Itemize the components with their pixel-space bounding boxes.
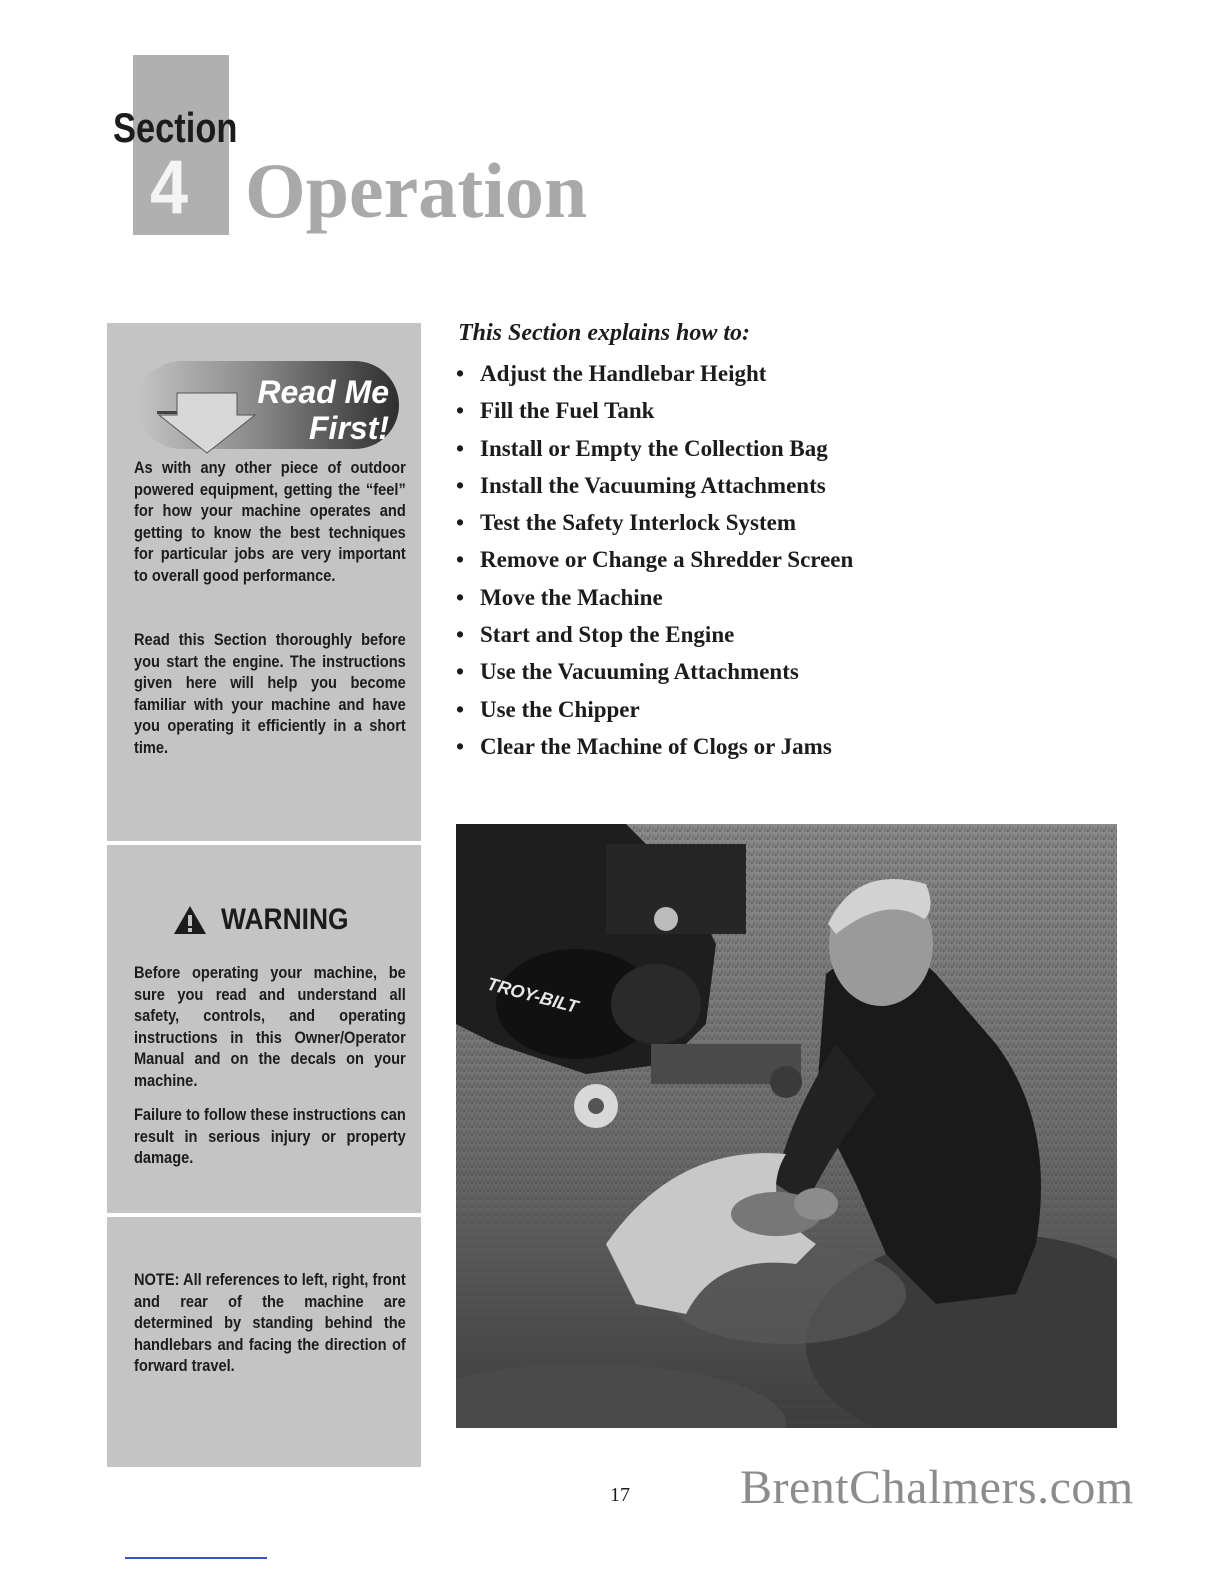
list-item: • Clear the Machine of Clogs or Jams <box>456 733 832 759</box>
note-panel <box>107 1217 421 1467</box>
section-label: Section <box>113 104 238 151</box>
warning-icon <box>173 905 207 935</box>
task-list <box>456 355 853 765</box>
list-item: • Move the Machine <box>456 584 663 610</box>
warning-paragraph-1: Before operating your machine, be sure you read and understand all safety, controls, and operating instructions in this Owner/Operator Manual and on the decals on your machine. <box>134 963 406 1090</box>
operator-photo <box>456 824 1117 1428</box>
list-item: • Use the Chipper <box>456 696 640 722</box>
watermark: BrentChalmers.com <box>740 1461 1134 1514</box>
list-item: • Start and Stop the Engine <box>456 622 735 648</box>
list-item: • Use the Vacuuming Attachments <box>456 659 799 685</box>
read-me-first-badge <box>137 353 399 457</box>
list-item: • Install or Empty the Collection Bag <box>456 435 828 461</box>
read-me-first-panel <box>107 323 421 841</box>
footer-link-underline <box>125 1557 267 1559</box>
warning-panel <box>107 845 421 1213</box>
warning-heading-row <box>173 903 366 937</box>
operator-photo-image <box>456 824 1117 1428</box>
warning-heading: WARNING <box>221 903 349 936</box>
note-text: NOTE: All references to left, right, front and rear of the machine are determined by standing behind the handlebars and facing the direction of forward travel. <box>134 1270 406 1376</box>
badge-line2: First! <box>309 410 389 446</box>
page-number: 17 <box>610 1484 630 1506</box>
warning-paragraph-2: Failure to follow these instructions can result in serious injury or property damage. <box>134 1105 406 1168</box>
section-intro: This Section explains how to: <box>458 320 751 346</box>
badge-line1: Read Me <box>257 374 389 410</box>
section-number: 4 <box>150 145 189 230</box>
brand-logo: TROY-BILT <box>484 973 581 1018</box>
list-item: • Adjust the Handlebar Height <box>456 361 767 386</box>
read-me-paragraph-1: As with any other piece of outdoor powered equipment, getting the “feel” for how your machine operates and getting to know the best techniques for particular jobs are very important to overall good performance. <box>134 458 406 585</box>
read-me-paragraph-2: Read this Section thoroughly before you start the engine. The instructions given here will help you become familiar with your machine and have you operating it efficiently in a short time. <box>134 630 406 757</box>
page-title: Operation <box>245 147 588 234</box>
list-item: • Remove or Change a Shredder Screen <box>456 547 854 573</box>
list-item: • Test the Safety Interlock System <box>456 510 797 536</box>
list-item: • Fill the Fuel Tank <box>456 398 655 424</box>
list-item: • Install the Vacuuming Attachments <box>456 472 826 498</box>
